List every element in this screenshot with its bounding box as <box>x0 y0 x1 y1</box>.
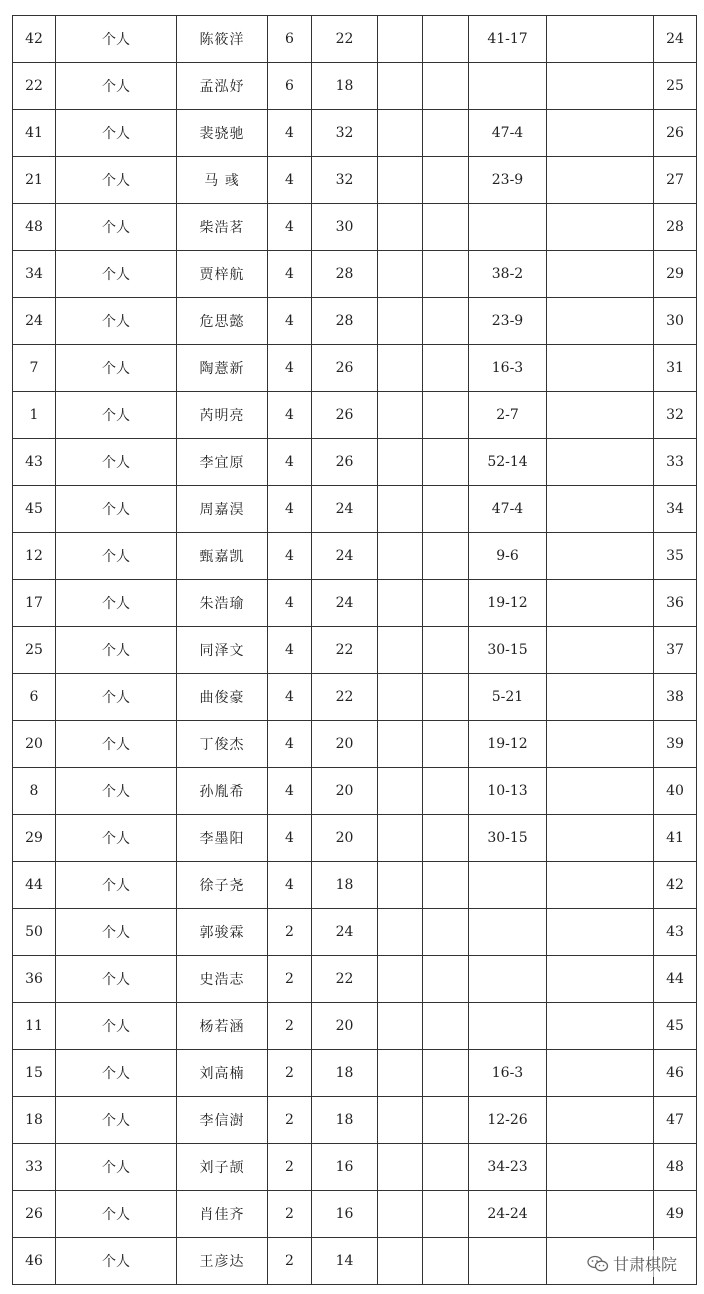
cell-small-points: 26 <box>312 439 378 486</box>
cell-col6 <box>378 110 423 157</box>
cell-name: 孟泓妤 <box>177 63 268 110</box>
cell-rank: 29 <box>654 251 697 298</box>
cell-small-points: 24 <box>312 909 378 956</box>
cell-seat-no: 29 <box>13 815 56 862</box>
cell-col9 <box>547 298 654 345</box>
cell-col7 <box>423 815 469 862</box>
cell-small-points: 22 <box>312 956 378 1003</box>
table-body <box>13 16 697 1285</box>
table-row <box>13 1050 697 1097</box>
cell-col9 <box>547 157 654 204</box>
cell-score <box>469 1003 547 1050</box>
table-row <box>13 1003 697 1050</box>
cell-rank: 34 <box>654 486 697 533</box>
cell-col9 <box>547 815 654 862</box>
cell-small-points: 16 <box>312 1144 378 1191</box>
cell-col6 <box>378 1003 423 1050</box>
cell-col6 <box>378 16 423 63</box>
results-table <box>12 15 697 1285</box>
cell-rank: 46 <box>654 1050 697 1097</box>
table-row <box>13 392 697 439</box>
cell-col7 <box>423 721 469 768</box>
cell-small-points: 32 <box>312 110 378 157</box>
cell-name: 周嘉淏 <box>177 486 268 533</box>
cell-score: 30-15 <box>469 627 547 674</box>
table-row <box>13 815 697 862</box>
cell-name: 王彦达 <box>177 1238 268 1285</box>
cell-points: 4 <box>268 721 312 768</box>
cell-entry-type: 个人 <box>56 674 177 721</box>
cell-points: 2 <box>268 1003 312 1050</box>
cell-entry-type: 个人 <box>56 1191 177 1238</box>
cell-seat-no: 41 <box>13 110 56 157</box>
cell-col6 <box>378 862 423 909</box>
table-row <box>13 16 697 63</box>
cell-small-points: 18 <box>312 63 378 110</box>
cell-small-points: 22 <box>312 674 378 721</box>
cell-small-points: 24 <box>312 580 378 627</box>
cell-col7 <box>423 298 469 345</box>
table-row <box>13 862 697 909</box>
cell-seat-no: 18 <box>13 1097 56 1144</box>
cell-name: 裴骁驰 <box>177 110 268 157</box>
cell-col6 <box>378 298 423 345</box>
cell-col7 <box>423 1097 469 1144</box>
cell-entry-type: 个人 <box>56 627 177 674</box>
cell-score <box>469 204 547 251</box>
cell-small-points: 28 <box>312 298 378 345</box>
cell-col6 <box>378 580 423 627</box>
cell-rank: 33 <box>654 439 697 486</box>
cell-seat-no: 21 <box>13 157 56 204</box>
cell-rank: 44 <box>654 956 697 1003</box>
table-row <box>13 157 697 204</box>
cell-col9 <box>547 345 654 392</box>
watermark <box>583 1250 681 1277</box>
cell-entry-type: 个人 <box>56 204 177 251</box>
cell-rank: 35 <box>654 533 697 580</box>
cell-seat-no: 7 <box>13 345 56 392</box>
table-row <box>13 1144 697 1191</box>
cell-seat-no: 46 <box>13 1238 56 1285</box>
cell-col7 <box>423 909 469 956</box>
table-row <box>13 204 697 251</box>
cell-score: 23-9 <box>469 157 547 204</box>
cell-col7 <box>423 627 469 674</box>
cell-col9 <box>547 768 654 815</box>
cell-col6 <box>378 627 423 674</box>
cell-rank: 37 <box>654 627 697 674</box>
cell-name: 刘子颉 <box>177 1144 268 1191</box>
cell-small-points: 18 <box>312 1097 378 1144</box>
cell-seat-no: 50 <box>13 909 56 956</box>
cell-small-points: 22 <box>312 627 378 674</box>
cell-seat-no: 42 <box>13 16 56 63</box>
cell-col7 <box>423 1144 469 1191</box>
cell-rank: 41 <box>654 815 697 862</box>
cell-name: 陈筱洋 <box>177 16 268 63</box>
cell-col6 <box>378 1050 423 1097</box>
cell-points: 6 <box>268 63 312 110</box>
cell-col7 <box>423 439 469 486</box>
cell-rank: 30 <box>654 298 697 345</box>
cell-entry-type: 个人 <box>56 1238 177 1285</box>
cell-score: 16-3 <box>469 345 547 392</box>
cell-score <box>469 1238 547 1285</box>
cell-col6 <box>378 1097 423 1144</box>
cell-col9 <box>547 580 654 627</box>
table-row <box>13 1097 697 1144</box>
cell-name: 李墨阳 <box>177 815 268 862</box>
wechat-icon <box>587 1255 609 1273</box>
cell-rank: 31 <box>654 345 697 392</box>
cell-entry-type: 个人 <box>56 580 177 627</box>
cell-entry-type: 个人 <box>56 63 177 110</box>
cell-seat-no: 20 <box>13 721 56 768</box>
cell-name: 史浩志 <box>177 956 268 1003</box>
cell-seat-no: 1 <box>13 392 56 439</box>
cell-col7 <box>423 1191 469 1238</box>
cell-col6 <box>378 815 423 862</box>
cell-name: 陶薏新 <box>177 345 268 392</box>
cell-small-points: 24 <box>312 486 378 533</box>
cell-col9 <box>547 909 654 956</box>
cell-rank: 25 <box>654 63 697 110</box>
cell-rank: 27 <box>654 157 697 204</box>
cell-points: 2 <box>268 1238 312 1285</box>
cell-seat-no: 12 <box>13 533 56 580</box>
cell-col6 <box>378 63 423 110</box>
cell-score: 30-15 <box>469 815 547 862</box>
cell-rank: 47 <box>654 1097 697 1144</box>
cell-entry-type: 个人 <box>56 251 177 298</box>
table-row <box>13 580 697 627</box>
cell-rank: 43 <box>654 909 697 956</box>
cell-col6 <box>378 674 423 721</box>
cell-name: 危思懿 <box>177 298 268 345</box>
cell-seat-no: 24 <box>13 298 56 345</box>
cell-small-points: 20 <box>312 721 378 768</box>
cell-col7 <box>423 110 469 157</box>
cell-score: 23-9 <box>469 298 547 345</box>
cell-col9 <box>547 627 654 674</box>
cell-score: 47-4 <box>469 110 547 157</box>
cell-col7 <box>423 157 469 204</box>
cell-points: 4 <box>268 204 312 251</box>
cell-score: 34-23 <box>469 1144 547 1191</box>
cell-rank: 48 <box>654 1144 697 1191</box>
cell-seat-no: 15 <box>13 1050 56 1097</box>
cell-score: 38-2 <box>469 251 547 298</box>
cell-points: 6 <box>268 16 312 63</box>
cell-col7 <box>423 345 469 392</box>
table-row <box>13 110 697 157</box>
cell-small-points: 18 <box>312 862 378 909</box>
cell-col9 <box>547 533 654 580</box>
cell-seat-no: 43 <box>13 439 56 486</box>
cell-entry-type: 个人 <box>56 298 177 345</box>
cell-name: 郭骏霖 <box>177 909 268 956</box>
cell-entry-type: 个人 <box>56 157 177 204</box>
cell-rank: 49 <box>654 1191 697 1238</box>
cell-score <box>469 956 547 1003</box>
cell-col9 <box>547 1097 654 1144</box>
cell-points: 2 <box>268 956 312 1003</box>
cell-col6 <box>378 345 423 392</box>
cell-points: 4 <box>268 439 312 486</box>
cell-col7 <box>423 16 469 63</box>
table-row <box>13 721 697 768</box>
cell-col9 <box>547 956 654 1003</box>
cell-points: 4 <box>268 298 312 345</box>
cell-points: 4 <box>268 392 312 439</box>
cell-rank: 39 <box>654 721 697 768</box>
cell-col7 <box>423 204 469 251</box>
cell-name: 李宜原 <box>177 439 268 486</box>
cell-points: 2 <box>268 1191 312 1238</box>
cell-col9 <box>547 204 654 251</box>
cell-col6 <box>378 251 423 298</box>
cell-rank: 45 <box>654 1003 697 1050</box>
cell-name: 刘高楠 <box>177 1050 268 1097</box>
cell-name: 柴浩茗 <box>177 204 268 251</box>
cell-col7 <box>423 580 469 627</box>
cell-col6 <box>378 1144 423 1191</box>
cell-col6 <box>378 204 423 251</box>
cell-name: 朱浩瑜 <box>177 580 268 627</box>
cell-seat-no: 17 <box>13 580 56 627</box>
cell-col6 <box>378 1191 423 1238</box>
cell-rank: 28 <box>654 204 697 251</box>
cell-name: 马 彧 <box>177 157 268 204</box>
cell-col7 <box>423 862 469 909</box>
cell-points: 4 <box>268 815 312 862</box>
cell-points: 4 <box>268 110 312 157</box>
cell-col6 <box>378 533 423 580</box>
cell-col7 <box>423 1238 469 1285</box>
cell-col7 <box>423 768 469 815</box>
cell-points: 4 <box>268 580 312 627</box>
cell-seat-no: 6 <box>13 674 56 721</box>
cell-score: 24-24 <box>469 1191 547 1238</box>
cell-score: 10-13 <box>469 768 547 815</box>
cell-col9 <box>547 110 654 157</box>
cell-rank: 26 <box>654 110 697 157</box>
table-row <box>13 956 697 1003</box>
cell-entry-type: 个人 <box>56 1003 177 1050</box>
cell-score <box>469 862 547 909</box>
cell-score <box>469 909 547 956</box>
cell-points: 2 <box>268 909 312 956</box>
cell-score: 5-21 <box>469 674 547 721</box>
cell-score: 9-6 <box>469 533 547 580</box>
cell-entry-type: 个人 <box>56 956 177 1003</box>
cell-small-points: 16 <box>312 1191 378 1238</box>
cell-col6 <box>378 1238 423 1285</box>
cell-points: 4 <box>268 157 312 204</box>
cell-name: 芮明亮 <box>177 392 268 439</box>
cell-col7 <box>423 674 469 721</box>
cell-rank: 38 <box>654 674 697 721</box>
cell-entry-type: 个人 <box>56 439 177 486</box>
table-row <box>13 439 697 486</box>
cell-rank: 32 <box>654 392 697 439</box>
cell-col6 <box>378 956 423 1003</box>
cell-rank: 40 <box>654 768 697 815</box>
table-row <box>13 909 697 956</box>
cell-name: 李信澍 <box>177 1097 268 1144</box>
watermark-text: 甘肃棋院 <box>613 1255 678 1274</box>
cell-col9 <box>547 1003 654 1050</box>
cell-points: 4 <box>268 533 312 580</box>
cell-col6 <box>378 392 423 439</box>
table-row <box>13 627 697 674</box>
cell-col6 <box>378 909 423 956</box>
cell-points: 4 <box>268 627 312 674</box>
cell-small-points: 20 <box>312 815 378 862</box>
cell-seat-no: 22 <box>13 63 56 110</box>
cell-col7 <box>423 251 469 298</box>
table-row <box>13 1191 697 1238</box>
cell-entry-type: 个人 <box>56 486 177 533</box>
cell-col6 <box>378 721 423 768</box>
cell-entry-type: 个人 <box>56 1097 177 1144</box>
cell-entry-type: 个人 <box>56 16 177 63</box>
cell-col7 <box>423 63 469 110</box>
cell-rank: 36 <box>654 580 697 627</box>
cell-seat-no: 34 <box>13 251 56 298</box>
cell-col9 <box>547 1050 654 1097</box>
cell-small-points: 14 <box>312 1238 378 1285</box>
cell-score: 52-14 <box>469 439 547 486</box>
cell-seat-no: 26 <box>13 1191 56 1238</box>
cell-entry-type: 个人 <box>56 721 177 768</box>
table-row <box>13 298 697 345</box>
cell-col9 <box>547 862 654 909</box>
cell-score: 41-17 <box>469 16 547 63</box>
cell-small-points: 20 <box>312 1003 378 1050</box>
cell-small-points: 18 <box>312 1050 378 1097</box>
cell-entry-type: 个人 <box>56 862 177 909</box>
cell-entry-type: 个人 <box>56 768 177 815</box>
cell-col9 <box>547 486 654 533</box>
cell-col7 <box>423 1003 469 1050</box>
cell-points: 4 <box>268 862 312 909</box>
cell-small-points: 22 <box>312 16 378 63</box>
cell-points: 4 <box>268 768 312 815</box>
cell-col7 <box>423 956 469 1003</box>
cell-entry-type: 个人 <box>56 110 177 157</box>
table-row <box>13 768 697 815</box>
cell-col6 <box>378 157 423 204</box>
cell-points: 2 <box>268 1050 312 1097</box>
cell-points: 2 <box>268 1144 312 1191</box>
cell-col9 <box>547 63 654 110</box>
cell-name: 杨若涵 <box>177 1003 268 1050</box>
cell-entry-type: 个人 <box>56 815 177 862</box>
cell-col9 <box>547 1144 654 1191</box>
cell-entry-type: 个人 <box>56 1050 177 1097</box>
cell-points: 4 <box>268 251 312 298</box>
cell-entry-type: 个人 <box>56 345 177 392</box>
cell-seat-no: 45 <box>13 486 56 533</box>
cell-score: 19-12 <box>469 721 547 768</box>
table-row <box>13 674 697 721</box>
cell-score: 16-3 <box>469 1050 547 1097</box>
cell-rank: 24 <box>654 16 697 63</box>
cell-score: 47-4 <box>469 486 547 533</box>
cell-col9 <box>547 674 654 721</box>
cell-score <box>469 63 547 110</box>
cell-small-points: 20 <box>312 768 378 815</box>
cell-score: 12-26 <box>469 1097 547 1144</box>
cell-seat-no: 8 <box>13 768 56 815</box>
cell-points: 4 <box>268 345 312 392</box>
cell-col6 <box>378 439 423 486</box>
cell-entry-type: 个人 <box>56 1144 177 1191</box>
cell-entry-type: 个人 <box>56 533 177 580</box>
table-row <box>13 486 697 533</box>
cell-seat-no: 44 <box>13 862 56 909</box>
cell-small-points: 28 <box>312 251 378 298</box>
cell-col9 <box>547 721 654 768</box>
cell-col9 <box>547 1191 654 1238</box>
cell-small-points: 26 <box>312 392 378 439</box>
cell-name: 丁俊杰 <box>177 721 268 768</box>
cell-score: 2-7 <box>469 392 547 439</box>
cell-name: 甄嘉凯 <box>177 533 268 580</box>
cell-small-points: 32 <box>312 157 378 204</box>
cell-col9 <box>547 251 654 298</box>
cell-seat-no: 36 <box>13 956 56 1003</box>
cell-name: 肖佳齐 <box>177 1191 268 1238</box>
cell-name: 同泽文 <box>177 627 268 674</box>
cell-col7 <box>423 486 469 533</box>
cell-entry-type: 个人 <box>56 392 177 439</box>
cell-entry-type: 个人 <box>56 909 177 956</box>
cell-rank: 42 <box>654 862 697 909</box>
cell-name: 贾梓航 <box>177 251 268 298</box>
cell-name: 曲俊豪 <box>177 674 268 721</box>
cell-col6 <box>378 768 423 815</box>
cell-col9 <box>547 392 654 439</box>
cell-small-points: 24 <box>312 533 378 580</box>
cell-col7 <box>423 1050 469 1097</box>
cell-seat-no: 48 <box>13 204 56 251</box>
table-row <box>13 533 697 580</box>
cell-small-points: 26 <box>312 345 378 392</box>
cell-score: 19-12 <box>469 580 547 627</box>
cell-col6 <box>378 486 423 533</box>
cell-col7 <box>423 533 469 580</box>
cell-name: 孙胤希 <box>177 768 268 815</box>
cell-col9 <box>547 439 654 486</box>
cell-points: 4 <box>268 674 312 721</box>
table-row <box>13 345 697 392</box>
cell-col7 <box>423 392 469 439</box>
cell-name: 徐子尧 <box>177 862 268 909</box>
cell-seat-no: 11 <box>13 1003 56 1050</box>
cell-points: 4 <box>268 486 312 533</box>
table-row <box>13 63 697 110</box>
cell-seat-no: 33 <box>13 1144 56 1191</box>
cell-col9 <box>547 16 654 63</box>
cell-seat-no: 25 <box>13 627 56 674</box>
cell-points: 2 <box>268 1097 312 1144</box>
cell-small-points: 30 <box>312 204 378 251</box>
table-row <box>13 251 697 298</box>
